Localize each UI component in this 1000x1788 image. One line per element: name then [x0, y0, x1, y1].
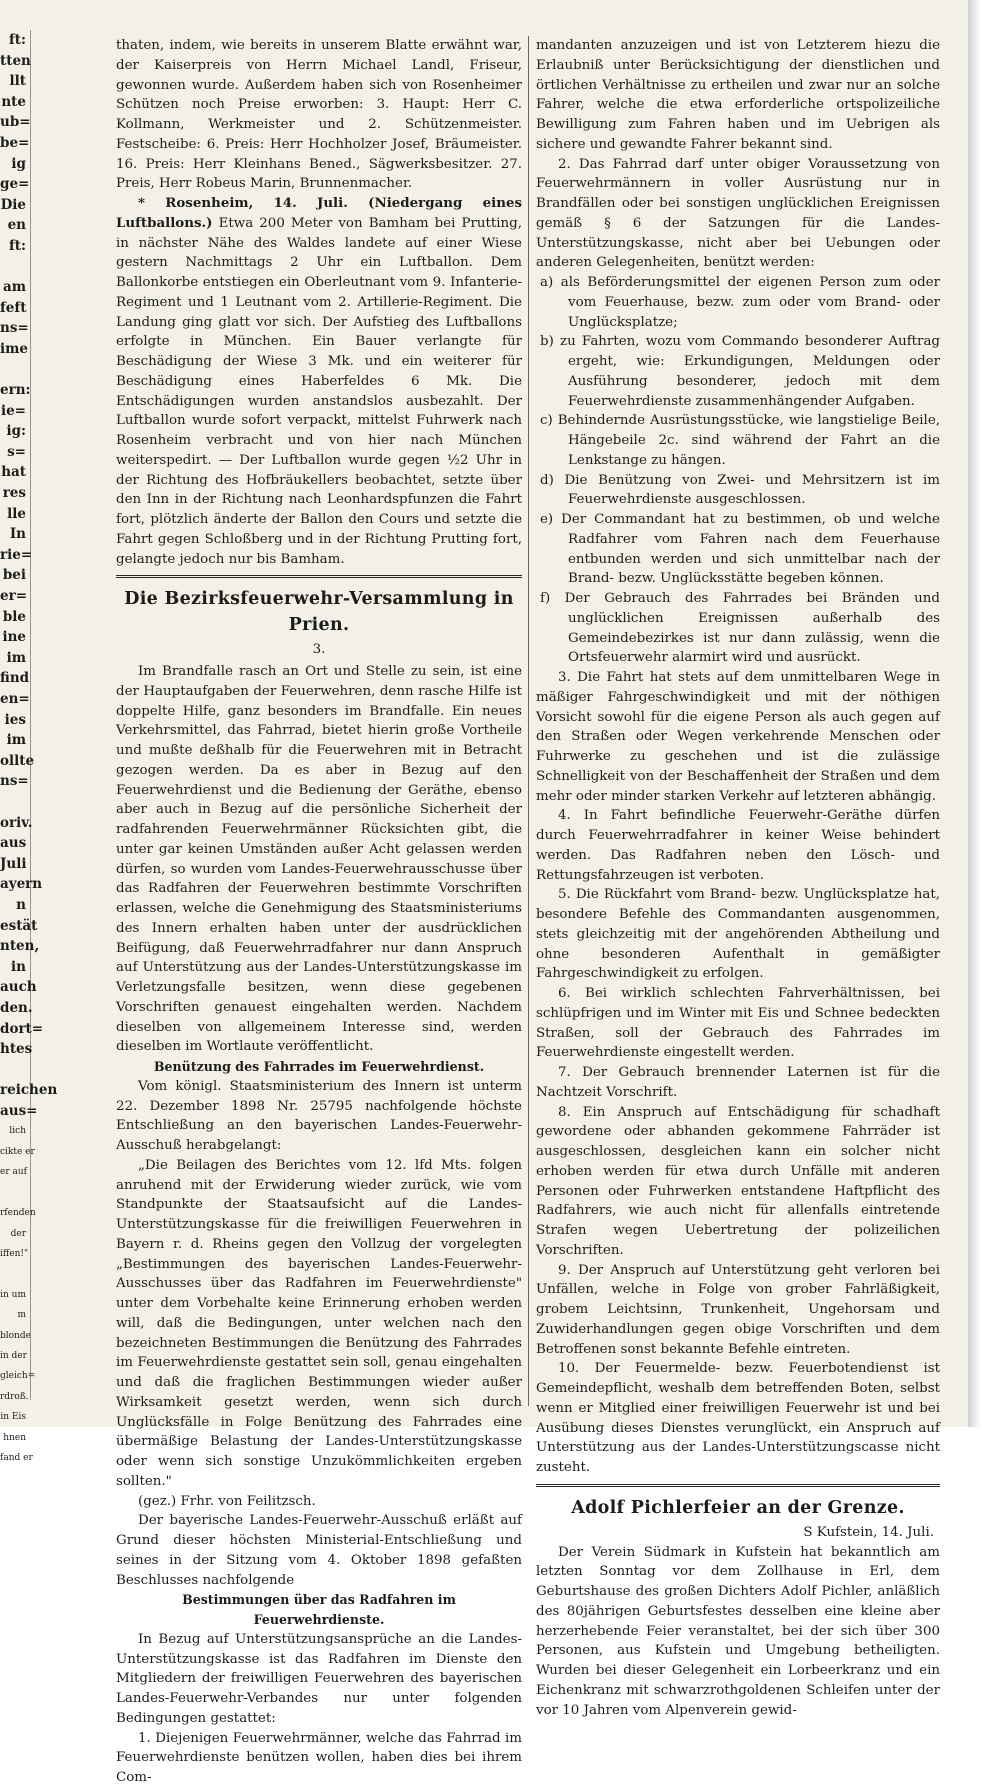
article2-body: Der Verein Südmark in Kufstein hat bekanntlich am letzten Sonntag vor dem Zollhause in Erl, dem Geburtshause des großen Dichters Adolf Pichler, anläßlich des 80jährigen Geburtsfestes desselben eine kleine aber herzerhebende Feier veranstaltet, bei der sich über 300 Personen, aus Kufstein und Umgebung betheiligten. Wurden bei dieser Gelegenheit ein Lorbeerkranz und ein Eichenkranz mit schwarzrothgoldenen Schleifen unter der vor 10 Jahren vom Alpenverein gewid-	[536, 1544, 940, 1718]
ministry-paragraph: Vom königl. Staatsministerium des Innern ist unterm 22. Dezember 1898 Nr. 25795 nachfolgende höchste Entschließung an den bayerischen Landes-Feuerwehr-Ausschuß herabgelangt:	[116, 1078, 522, 1153]
rule-2-item: b) zu Fahrten, wozu vom Commando besonderer Auftrag ergeht, wie: Erkundigungen, Meldungen oder Ausführung besonderer, jedoch mit dem Feuerwehrdienste zusammenhängender Aufgaben.	[540, 334, 940, 409]
section-rule	[116, 575, 522, 578]
rule-4: 4. In Fahrt befindliche Feuerwehr-Geräthe dürfen durch Feuerwehrradfahrer in keiner Weise behindert werden. Das Radfahren neben den Lösch- und Rettungsfahrzeugen ist verboten.	[536, 808, 940, 883]
margin-fragment: ine	[2, 629, 26, 646]
margin-fragment: reichen	[0, 1082, 58, 1099]
margin-fragment: ollte	[0, 752, 35, 769]
adjacent-page-margin	[0, 30, 58, 1463]
rule-5: 5. Die Rückfahrt vom Brand- bezw. Unglücksplatze hat, besondere Befehle des Commandanten ausgenommen, stets gleichzeitig mit der angehörenden Abtheilung und ohne besonderen Aufenthalt in gemäßigter Fahrgeschwindigkeit zu erfolgen.	[536, 887, 940, 982]
margin-fragment: estät	[0, 917, 38, 934]
margin-fragment: in Eis	[0, 1412, 26, 1423]
margin-fragment: In	[9, 526, 26, 543]
margin-fragment: er auf	[0, 1167, 27, 1178]
rule-2-item: e) Der Commandant hat zu bestimmen, ob und welche Radfahrer vom Fahren nach dem Feuerhause entbunden werden und sich unmittelbar nach der Brand- bezw. Unglücksstätte begeben können.	[540, 512, 940, 587]
margin-fragment: n	[16, 896, 26, 913]
margin-fragment: hnen	[3, 1432, 26, 1443]
margin-fragment: rfenden	[0, 1208, 36, 1219]
margin-fragment: iffen!"	[0, 1248, 29, 1259]
margin-fragment: llt	[9, 73, 26, 90]
margin-fragment: blonde	[0, 1330, 31, 1341]
margin-fragment: find	[0, 670, 30, 687]
margin-fragment: am	[2, 279, 26, 296]
margin-fragment: fand er	[0, 1452, 33, 1463]
margin-fragment: s=	[7, 443, 26, 460]
margin-fragment: auch	[0, 979, 37, 996]
margin-fragment: nten,	[0, 938, 40, 955]
margin-fragment: en=	[0, 691, 30, 707]
left-column	[116, 36, 522, 1785]
article-number: 3.	[312, 642, 326, 658]
margin-fragment	[0, 1183, 30, 1203]
margin-fragment: ie=	[0, 402, 26, 419]
shooting-prizes-paragraph: thaten, indem, wie bereits in unserem Blatte erwähnt war, der Kaiserpreis von Herrn Michael Landl, Friseur, gewonnen wurde. Außerdem haben sich von Rosenheimer Schützen noch Preise erworben: 3. Haupt: Herr C. Kollmann, Werkmeister und 2. Schützenmeister. Festscheibe: 6. Preis: Herr Hochholzer Josef, Bräumeister. 16. Preis: Herr Kleinhans Bened., Sägwerksbesitzer. 27. Preis, Herr Robeus Marin, Brunnenmacher.	[116, 38, 522, 192]
margin-fragment: der	[10, 1228, 26, 1239]
article2-title: Adolf Pichlerfeier an der Grenze.	[571, 1497, 905, 1518]
margin-fragment: aus	[0, 835, 27, 852]
margin-fragment	[0, 1060, 30, 1081]
margin-fragment	[0, 360, 30, 381]
margin-fragment: oriv.	[0, 814, 33, 831]
column-divider	[528, 36, 529, 1406]
margin-fragment: ns=	[0, 773, 29, 790]
rule-1-continued: mandanten anzuzeigen und ist von Letzterem hiezu die Erlaubniß unter Berücksichtigung der dienstlichen und örtlichen Verhältnisse zu ertheilen und zwar nur an solche Fahrer, welche die etwa erforderliche ortspolizeiliche Bewilligung zum Fahren haben und im Uebrigen als sichere und gewandte Fahrer bekannt sind.	[536, 38, 940, 152]
rule-1: 1. Diejenigen Feuerwehrmänner, welche das Fahrrad im Feuerwehrdienste benützen wollen, haben dies bei ihrem Com-	[116, 1730, 522, 1785]
margin-fragment: cikte er	[0, 1146, 35, 1157]
rule-2-item: c) Behindernde Ausrüstungsstücke, wie langstielige Beile, Hängebeile 2c. sind während der Fahrt an die Lenkstange zu hängen.	[540, 413, 940, 468]
margin-fragment: in um	[0, 1289, 26, 1300]
margin-fragment: feft	[0, 299, 27, 316]
rule-2-item: a) als Beförderungsmittel der eigenen Person zum oder vom Feuerhause, bezw. zum oder vom Brand- oder Unglücksplatze;	[540, 275, 940, 330]
intro-paragraph: Im Brandfalle rasch an Ort und Stelle zu sein, ist eine der Hauptaufgaben der Feuerwehren, denn rasche Hilfe ist doppelte Hilfe, ganz besonders im Brandfalle. Ein neues Verkehrsmittel, das Fahrrad, bietet hierin große Vortheile und mußte deßhalb für die Feuerwehren mit in Betracht gezogen werden. Da es aber in Bezug auf den Feuerwehrdienst und die Bedienung der Geräthe, ebenso aber auch in Bezug auf die persönliche Sicherheit der radfahrenden Feuerwehrmänner Rücksichten gibt, die unter gar keinen Umständen außer Acht gelassen werden dürfen, so wurden vom Landes-Feuerwehrausschusse über das Radfahren der Feuerwehren bestimmte Vorschriften erlassen, welche die Genehmigung des Staatsministeriums des Innern erhalten haben unter der ausdrücklichen Beifügung, daß Feuerwehrradfahrer nur dann Anspruch auf Unterstützung aus der Landes-Unterstützungskasse im Verletzungsfalle besitzen, wenn diese gegebenen Vorschriften genauest eingehalten werden. Nachdem dieselben von allgemeinem Interesse sind, werden dieselben im Wortlaute veröffentlicht.	[116, 664, 522, 1055]
rule-3: 3. Die Fahrt hat stets auf dem unmittelbaren Wege in mäßiger Fahrgeschwindigkeit und mit der nöthigen Vorsicht sowohl für die eigene Person als auch gegen auf den Straßen oder Wegen verkehrende Menschen oder Fuhrwerke zu geschehen und ist die zulässige Schnelligkeit von der Beschaffenheit der Straßen und dem mehr oder minder starken Verkehr auf letzteren abhängig.	[536, 670, 940, 804]
ministry-quote: „Die Beilagen des Berichtes vom 12. lfd Mts. folgen anruhend mit der Erwiderung wieder zurück, wie vom Standpunkte der Staatsaufsicht auf die Landes-Unterstützungskasse für die freiwilligen Feuerwehren in Bayern r. d. Rheins gegen den Vollzug der vorgelegten „Bestimmungen des bayerischen Landes-Feuerwehr-Ausschusses über das Radfahren im Feuerwehrdienste" unter dem Vorbehalte keine Erinnerung erhoben werden will, daß die Bedingungen, unter welchen nach den bezeichneten Bestimmungen die Benützung des Fahrrades im Feuerwehrdienste gestattet sein soll, genau eingehalten und daß die fraglichen Bestimmungen wieder außer Wirksamkeit gesetzt werden, wenn sich durch Unglücksfälle in Folge Benützung des Fahrrades eine übermäßige Belastung der Landes-Unterstützungskasse oder wenn sich sonstige Unzukömmlichkeiten ergeben sollten."	[116, 1157, 522, 1489]
margin-fragment: ig	[11, 155, 26, 172]
margin-fragment: rdroß.	[0, 1391, 29, 1402]
margin-fragment: hat	[1, 464, 26, 481]
committee-paragraph: Der bayerische Landes-Feuerwehr-Ausschuß erläßt auf Grund dieser höchsten Ministerial-Entschließung und seines in der Sitzung vom 4. Oktober 1898 gefaßten Beschlusses nachfolgende	[116, 1513, 522, 1588]
rule-2: 2. Das Fahrrad darf unter obiger Voraussetzung von Feuerwehrmännern in voller Ausrüstung nur in Brandfällen oder bei sonstigen unglücklichen Ereignissen gemäß § 6 der Satzungen für die Landes-Unterstützungskasse, nicht aber bei Uebungen oder anderen Gelegenheiten, benützt werden:	[536, 156, 940, 271]
rosenheim-lead: * Rosenheim, 14. Juli. (Niedergang eines Luftballons.)	[116, 195, 522, 231]
margin-fragment: tten	[0, 52, 31, 69]
margin-fragment: res	[2, 485, 26, 502]
margin-fragment: lle	[7, 505, 26, 522]
margin-fragment: dort=	[0, 1020, 44, 1037]
margin-fragment: en	[7, 217, 26, 234]
margin-fragment: m	[17, 1310, 26, 1321]
subheading-fahrrad: Benützung des Fahrrades im Feuerwehrdienst.	[153, 1059, 485, 1074]
margin-fragment: rie=	[0, 546, 33, 563]
margin-fragment: in	[11, 958, 26, 975]
margin-fragment: Juli	[0, 855, 27, 872]
margin-fragment	[0, 1264, 30, 1284]
rosenheim-report	[116, 194, 522, 569]
margin-fragment: bei	[2, 567, 26, 584]
margin-fragment: gleich=	[0, 1371, 36, 1382]
right-column	[536, 36, 940, 1718]
margin-fragment: ub=	[0, 114, 31, 131]
dateline: S Kufstein, 14. Juli.	[803, 1524, 934, 1540]
subheading-bestimmungen: Bestimmungen über das Radfahren im Feuerwehrdienste.	[182, 1592, 456, 1627]
margin-fragment: ft:	[8, 32, 26, 48]
margin-fragment: den.	[0, 999, 33, 1016]
margin-fragment: in der	[0, 1350, 27, 1361]
rule-8: 8. Ein Anspruch auf Entschädigung für schadhaft gewordene oder abhanden gekommene Fahrräder ist ausgeschlossen, desgleichen kann ein solcher nicht erhoben werden für etwa durch Unfälle mit anderen Personen oder Fuhrwerken entstandene Haftpflicht des Radfahrers, wie auch nicht für allenfalls eintretende Strafen wegen Uebertretung der polizeilichen Vorschriften.	[536, 1104, 940, 1258]
rule-10: 10. Der Feuermelde- bezw. Feuerbotendienst ist Gemeindepflicht, weshalb dem betreffenden Boten, selbst wenn er Mitglied einer freiwilligen Feuerwehr ist und bei Ausübung dieses Dienstes verunglückt, ein Anspruch auf Unterstützung aus der Landes-Unterstützungscasse nicht zusteht.	[536, 1361, 940, 1475]
margin-fragment: ge=	[0, 176, 30, 193]
rosenheim-body: Etwa 200 Meter von Bamham bei Prutting, in nächster Nähe des Waldes landete auf einer Wiese gestern Nachmittags 2 Uhr ein Luftballon. Dem Ballonkorbe entstiegen ein Oberleutnant vom 9. Infanterie-Regiment und 1 Leutnant vom 2. Artillerie-Regiment. Die Landung ging glatt vor sich. Der Aufstieg des Luftballons erfolgte in München. Ein Bauer verlangte für Beschädigung der Wiese 3 Mk. und ein weiterer für Beschädigung eines Haberfeldes 6 Mk. Die Entschädigungen wurden anstandslos ausbezahlt. Der Luftballon wurde sofort verpackt, mittelst Fuhrwerk nach Rosenheim verbracht und von hier nach München weiterspedirt. — Der Luftballon wurde gegen ½2 Uhr in der Richtung des Hofbräukellers beobachtet, setzte über den Inn in der Richtung nach Leonhardspfunzen die Fahrt fort, plötzlich änderte der Ballon den Cours und setzte die Fahrt gegen Schloßberg und in der Richtung Prutting fort, gelangte jedoch nur bis Bamham.	[116, 215, 522, 567]
margin-fragment: be=	[0, 134, 30, 151]
margin-fragment: aus=	[0, 1102, 38, 1119]
margin-fragment: htes	[0, 1041, 33, 1058]
conditions-paragraph: In Bezug auf Unterstützungsansprüche an die Landes-Unterstützungskasse ist das Radfahren im Dienste den Mitgliedern der freiwilligen Feuerwehren des bayerischen Landes-Feuerwehr-Verbandes nur unter folgenden Bedingungen gestattet:	[116, 1631, 522, 1726]
margin-fragment	[0, 792, 30, 813]
scan-edge	[968, 0, 1000, 1427]
margin-fragment: ig:	[6, 423, 26, 440]
margin-fragment: im	[6, 732, 26, 749]
rule-2-items	[536, 273, 940, 668]
rule-9: 9. Der Anspruch auf Unterstützung geht verloren bei Unfällen, welche in Folge von grober Fahrläßigkeit, grobem Leichtsinn, Trunkenheit, Ungehorsam und Zuwiderhandlungen gegen obige Vorschriften und dem Betroffenen sonst bekannte Befehle eintreten.	[536, 1262, 940, 1357]
rule-2-item: d) Die Benützung von Zwei- und Mehrsitzern ist im Feuerwehrdienste ausgeschlossen.	[540, 472, 940, 508]
margin-fragment: ft:	[8, 237, 26, 254]
section-rule	[536, 1484, 940, 1487]
rule-2-item: f) Der Gebrauch des Fahrrades bei Bränden und unglücklichen Ereignissen außerhalb des Gemeindebezirkes ist nur dann zulässig, wenn die Ortsfeuerwehr alarmirt wird und ausrückt.	[540, 591, 940, 666]
rule-7: 7. Der Gebrauch brennender Laternen ist für die Nachtzeit Vorschrift.	[536, 1065, 940, 1100]
margin-fragment: ime	[0, 340, 29, 357]
margin-fragment: ies	[4, 711, 26, 728]
margin-fragment: er=	[0, 588, 28, 605]
article-title: Die Bezirksfeuerwehr-Versammlung in Prien.	[124, 589, 514, 636]
margin-fragment: Die	[0, 196, 26, 213]
rule-6: 6. Bei wirklich schlechten Fahrverhältnissen, bei schlüpfrigen und im Winter mit Eis und Schnee bedeckten Straßen, soll der Gebrauch des Fahrrades im Feuerwehrdienste eingestellt werden.	[536, 986, 940, 1061]
margin-fragment: im	[6, 649, 26, 666]
margin-fragment: ern:	[0, 382, 31, 399]
signature: (gez.) Frhr. von Feilitzsch.	[138, 1493, 316, 1509]
margin-fragment: lich	[9, 1126, 26, 1137]
margin-fragment: ble	[2, 608, 26, 625]
margin-fragment	[0, 257, 30, 278]
margin-fragment: nte	[1, 93, 26, 110]
margin-fragment: ayern	[0, 876, 43, 893]
margin-fragment: ns=	[0, 320, 29, 337]
